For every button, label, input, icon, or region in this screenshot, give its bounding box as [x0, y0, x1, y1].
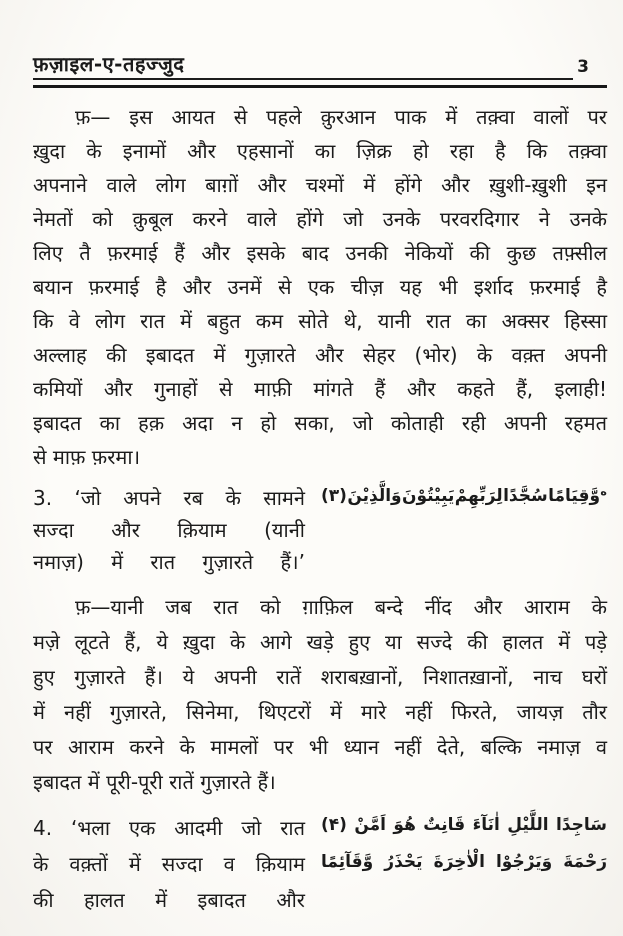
arabic-word: رَحْمَةَ — [563, 851, 607, 872]
text-line: इबादत में पूरी-पूरी रातें गुज़ारते हैं। — [33, 769, 276, 794]
text-line: अल्लाह की इबादत में गुज़ारते और सेहर (भोर) के वक़्त अपनी — [33, 342, 607, 367]
page-number: 3 — [577, 57, 589, 77]
arabic-word: هُوَ — [393, 814, 416, 835]
arabic-word: وَيَرْجُوْا — [495, 851, 553, 872]
text-line: के वक़्तों में सज्दा व क़ियाम — [33, 851, 305, 876]
text-line: फ़—यानी जब रात को ग़ाफ़िल बन्दे नींद और आराम के — [75, 594, 607, 619]
text-line: लिए तै फ़रमाई हैं और इसके बाद उनकी नेकियों की कुछ तफ़्सील — [33, 240, 607, 265]
header-rule — [33, 85, 607, 88]
text-line: कि वे लोग रात में बहुत कम सोते थे, यानी रात का अक्सर हिस्सा — [33, 308, 607, 333]
text-line: इबादत का हक़ अदा न हो सका, जो कोताही रही अपनी रहमत — [33, 410, 607, 435]
arabic-word: اَمَّنْ — [354, 814, 387, 835]
quote-4-hindi-translation — [33, 810, 305, 918]
text-line: ख़ुदा के इनामों और एहसानों का ज़िक्र हो रहा है कि तक़्वा — [33, 138, 607, 163]
text-line: हुए गुज़ारते हैं। ये अपनी रातें शराबख़ानों, निशातख़ानों, नाच घरों — [33, 664, 607, 689]
paragraph-1 — [33, 100, 607, 474]
quote-4-arabic-verse — [321, 810, 607, 872]
text-line: बयान फ़रमाई है और उनमें से एक चीज़ यह भी इर्शाद फ़रमाई है — [33, 274, 607, 299]
quote-4-row — [33, 810, 607, 918]
text-line: फ़— इस आयत से पहले क़ुरआन पाक में तक़्वा वालों पर — [75, 104, 607, 129]
arabic-word: اٰنَآءَ — [472, 814, 500, 835]
header-underline — [33, 78, 573, 80]
arabic-word: يَحْذَرُ — [384, 851, 423, 872]
page-header — [33, 50, 607, 85]
arabic-word: يَبِيْتُوْنَ — [402, 485, 455, 506]
quote-3-arabic-verse — [321, 482, 607, 506]
arabic-word: سَاجِدًا — [555, 814, 607, 835]
arabic-word: وَّقَآئِمًا — [321, 851, 374, 872]
arabic-verse-line — [321, 815, 607, 835]
text-line: अपनाने वाले लोग बाग़ों और चश्मों में होंगे और ख़ुशी-ख़ुशी इन — [33, 172, 607, 197]
text-line: 4. ‘भला एक आदमी जो रात — [33, 815, 305, 840]
text-line: मज़े लूटते हैं, ये ख़ुदा के आगे खड़े हुए या सज्दे की हालत में पड़े — [33, 629, 607, 654]
arabic-word: قَانِتٌ — [423, 814, 466, 835]
text-line: नेमतों को क़ुबूल करने वाले होंगे जो उनके परवरदिगार ने उनके — [33, 206, 607, 231]
arabic-word: ه — [600, 484, 607, 498]
text-line: नमाज़) में रात गुज़ारते हैं।’ — [33, 549, 305, 574]
arabic-word: (۴) — [321, 814, 347, 835]
arabic-verse-line — [321, 852, 607, 872]
quote-3-hindi-translation — [33, 482, 305, 578]
arabic-word: سُجَّدًا — [503, 485, 548, 506]
arabic-word: وَالَّذِيْنَ — [347, 485, 402, 506]
text-line: 3. ‘जो अपने रब के सामने — [33, 485, 305, 510]
running-title: फ़ज़ाइल-ए-तहज्जुद — [33, 52, 185, 76]
arabic-word: (۳) — [321, 485, 347, 506]
arabic-word: وَّقِيَامًا — [548, 485, 601, 506]
arabic-word: لِرَبِّهِمْ — [454, 485, 503, 506]
arabic-verse-line — [321, 486, 607, 506]
quote-3-row — [33, 482, 607, 578]
paragraph-2 — [33, 590, 607, 800]
text-line: कमियों और गुनाहों से माफ़ी मांगते हैं और कहते हैं, इलाही! — [33, 376, 607, 401]
text-line: सज्दा और क़ियाम (यानी — [33, 517, 305, 542]
arabic-word: اللَّيْلِ — [507, 814, 549, 835]
arabic-word: الْاٰخِرَةَ — [433, 851, 485, 872]
text-line: से माफ़ फ़रमा। — [33, 444, 141, 469]
text-line: पर आराम करने के मामलों पर भी ध्यान नहीं देते, बल्कि नमाज़ व — [33, 734, 607, 759]
text-line: की हालत में इबादत और — [33, 887, 305, 912]
text-line: में नहीं गुज़ारते, सिनेमा, थिएटरों में मारे नहीं फिरते, जायज़ तौर — [33, 699, 607, 724]
